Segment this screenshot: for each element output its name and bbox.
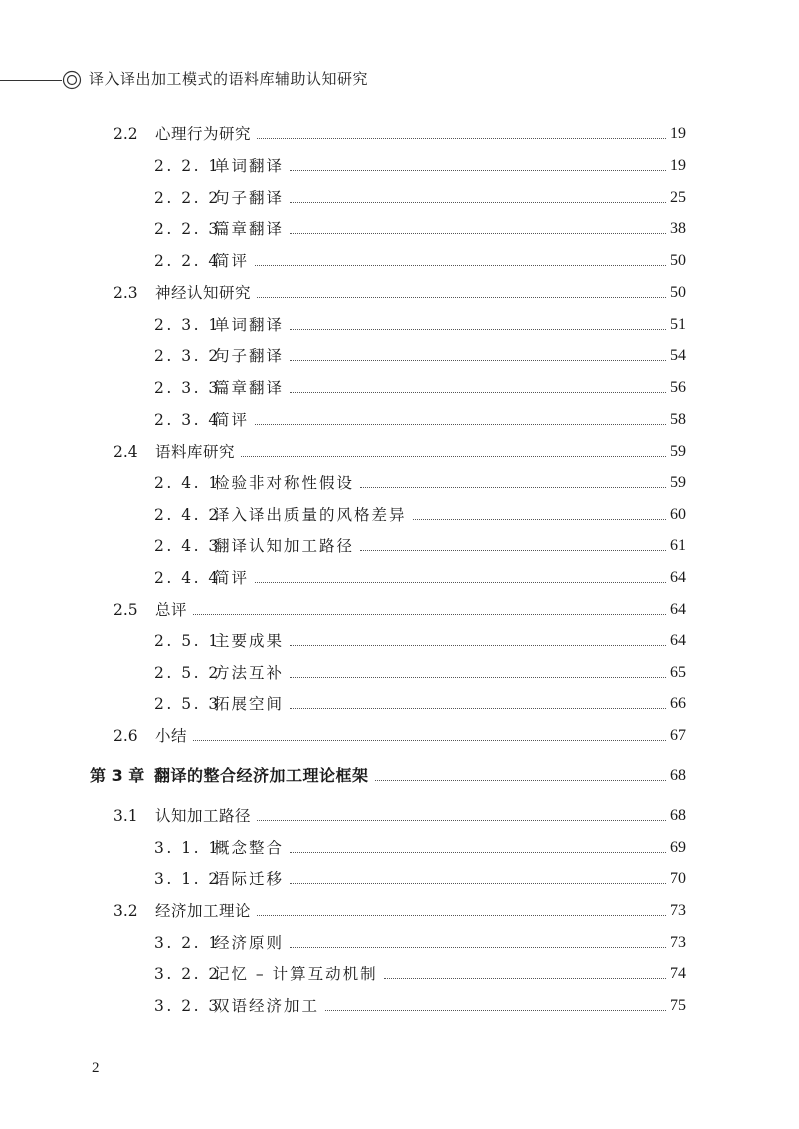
toc-subsection-entry xyxy=(154,657,686,683)
toc-subsection-entry xyxy=(154,562,686,588)
toc-entry-title: 主要成果 xyxy=(214,632,285,650)
toc-entry-title: 简评 xyxy=(214,411,250,429)
toc-entry-page: 61 xyxy=(670,537,686,554)
toc-entry-title: 双语经济加工 xyxy=(214,997,320,1015)
toc-entry-title: 小结 xyxy=(155,727,188,745)
toc-entry-number: 2.3 xyxy=(113,284,138,302)
toc-entry-number: 2. 2. 3 xyxy=(154,220,221,238)
toc-entry-page: 58 xyxy=(670,411,686,428)
toc-entry-title: 简评 xyxy=(214,252,250,270)
toc-entry-number: 3. 2. 2 xyxy=(154,965,221,983)
toc-subsection-entry xyxy=(154,245,686,271)
toc-entry-page: 65 xyxy=(670,664,686,681)
toc-entry-title: 句子翻译 xyxy=(214,347,285,365)
toc-entry-page: 64 xyxy=(670,569,686,586)
toc-subsection-entry xyxy=(154,958,686,984)
toc-entry-title: 简评 xyxy=(214,569,250,587)
toc-entry-number: 3. 2. 3 xyxy=(154,997,221,1015)
toc-entry-title: 检验非对称性假设 xyxy=(214,474,355,492)
toc-entry-page: 64 xyxy=(670,601,686,618)
toc-entry-page: 51 xyxy=(670,316,686,333)
toc-section-entry xyxy=(113,895,686,921)
toc-entry-page: 64 xyxy=(670,632,686,649)
toc-entry-number: 2. 4. 4 xyxy=(154,569,221,587)
toc-entry-number: 2. 3. 2 xyxy=(154,347,221,365)
dot-leader xyxy=(257,915,666,916)
toc-entry-page: 74 xyxy=(670,965,686,982)
toc-subsection-entry xyxy=(154,213,686,239)
dot-leader xyxy=(375,780,666,781)
dot-leader xyxy=(413,519,666,520)
dot-leader xyxy=(290,202,666,203)
toc-entry-number: 2. 5. 1 xyxy=(154,632,221,650)
toc-subsection-entry xyxy=(154,499,686,525)
toc-entry-title: 句子翻译 xyxy=(214,189,285,207)
toc-entry-number: 2. 2. 2 xyxy=(154,189,221,207)
toc-entry-page: 38 xyxy=(670,220,686,237)
toc-entry-page: 59 xyxy=(670,474,686,491)
toc-subsection-entry xyxy=(154,467,686,493)
toc-entry-title: 经济加工理论 xyxy=(155,902,252,920)
toc-entry-number: 2. 4. 2 xyxy=(154,506,221,524)
toc-entry-page: 68 xyxy=(670,767,686,784)
toc-entry-number: 2. 5. 3 xyxy=(154,695,221,713)
toc-entry-page: 56 xyxy=(670,379,686,396)
toc-entry-number: 3. 1. 2 xyxy=(154,870,221,888)
toc-entry-number: 2. 3. 1 xyxy=(154,316,221,334)
toc-entry-number: 2. 3. 3 xyxy=(154,379,221,397)
toc-entry-title: 概念整合 xyxy=(214,839,285,857)
toc-entry-number: 2. 4. 1 xyxy=(154,474,221,492)
toc-entry-title: 总评 xyxy=(155,601,188,619)
toc-entry-page: 60 xyxy=(670,506,686,523)
toc-entry-number: 2.6 xyxy=(113,727,138,745)
header-rule xyxy=(0,80,62,81)
toc-subsection-entry xyxy=(154,372,686,398)
toc-entry-page: 19 xyxy=(670,125,686,142)
dot-leader xyxy=(290,677,666,678)
toc-entry-title: 单词翻译 xyxy=(214,157,285,175)
toc-entry-number: 2.5 xyxy=(113,601,138,619)
dot-leader xyxy=(257,138,666,139)
dot-leader xyxy=(290,947,666,948)
toc-entry-page: 54 xyxy=(670,347,686,364)
toc-entry-title: 方法互补 xyxy=(214,664,285,682)
dot-leader xyxy=(290,233,666,234)
toc-entry-title: 心理行为研究 xyxy=(155,125,252,143)
toc-entry-number: 2.2 xyxy=(113,125,138,143)
toc-entry-number: 3.1 xyxy=(113,807,138,825)
toc-entry-page: 19 xyxy=(670,157,686,174)
toc-entry-number: 2. 3. 4 xyxy=(154,411,221,429)
toc-entry-title: 记忆 – 计算互动机制 xyxy=(214,965,378,983)
toc-entry-title: 神经认知研究 xyxy=(155,284,252,302)
toc-entry-number: 2.4 xyxy=(113,443,138,461)
toc-entry-page: 73 xyxy=(670,934,686,951)
toc-entry-title: 篇章翻译 xyxy=(214,379,285,397)
toc-entry-page: 25 xyxy=(670,189,686,206)
dot-leader xyxy=(290,852,666,853)
dot-leader xyxy=(290,708,666,709)
toc-entry-title: 认知加工路径 xyxy=(155,807,252,825)
toc-entry-page: 67 xyxy=(670,727,686,744)
toc-entry-title: 翻译的整合经济加工理论框架 xyxy=(154,766,369,785)
dot-leader xyxy=(193,740,666,741)
page-number: 2 xyxy=(92,1060,100,1076)
dot-leader xyxy=(290,392,666,393)
toc-entry-title: 篇章翻译 xyxy=(214,220,285,238)
toc-entry-number: 3. 1. 1 xyxy=(154,839,221,857)
toc-entry-page: 73 xyxy=(670,902,686,919)
toc-entry-page: 68 xyxy=(670,807,686,824)
toc-chapter-entry xyxy=(90,760,686,786)
double-circle-icon xyxy=(62,70,82,90)
toc-entry-title: 译入译出质量的风格差异 xyxy=(214,506,407,524)
toc-entry-number: 第 3 章 xyxy=(90,766,145,785)
dot-leader xyxy=(255,582,666,583)
dot-leader xyxy=(325,1010,666,1011)
dot-leader xyxy=(360,550,666,551)
dot-leader xyxy=(290,360,666,361)
toc-entry-title: 拓展空间 xyxy=(214,695,285,713)
toc-subsection-entry xyxy=(154,150,686,176)
toc-subsection-entry xyxy=(154,309,686,335)
toc-section-entry xyxy=(113,594,686,620)
dot-leader xyxy=(257,297,666,298)
toc-section-entry xyxy=(113,436,686,462)
toc-entry-page: 70 xyxy=(670,870,686,887)
dot-leader xyxy=(290,329,666,330)
toc-entry-title: 翻译认知加工路径 xyxy=(214,537,355,555)
toc-subsection-entry xyxy=(154,182,686,208)
toc-section-entry xyxy=(113,118,686,144)
dot-leader xyxy=(255,424,666,425)
toc-entry-number: 2. 4. 3 xyxy=(154,537,221,555)
toc-entry-page: 66 xyxy=(670,695,686,712)
toc-subsection-entry xyxy=(154,832,686,858)
toc-subsection-entry xyxy=(154,404,686,430)
toc-subsection-entry xyxy=(154,863,686,889)
toc-subsection-entry xyxy=(154,688,686,714)
toc-section-entry xyxy=(113,720,686,746)
toc-entry-page: 69 xyxy=(670,839,686,856)
toc-subsection-entry xyxy=(154,625,686,651)
dot-leader xyxy=(290,170,666,171)
toc-entry-number: 3.2 xyxy=(113,902,138,920)
toc-subsection-entry xyxy=(154,340,686,366)
toc-entry-title: 单词翻译 xyxy=(214,316,285,334)
dot-leader xyxy=(193,614,666,615)
toc-section-entry xyxy=(113,277,686,303)
toc-entry-title: 语际迁移 xyxy=(214,870,285,888)
toc-section-entry xyxy=(113,800,686,826)
toc-entry-number: 2. 5. 2 xyxy=(154,664,221,682)
dot-leader xyxy=(290,883,666,884)
running-header xyxy=(0,64,420,98)
toc-entry-number: 2. 2. 1 xyxy=(154,157,221,175)
toc-entry-number: 2. 2. 4 xyxy=(154,252,221,270)
header-title: 译入译出加工模式的语料库辅助认知研究 xyxy=(89,70,369,88)
toc-entry-page: 75 xyxy=(670,997,686,1014)
toc-subsection-entry xyxy=(154,530,686,556)
toc-subsection-entry xyxy=(154,990,686,1016)
toc-entry-title: 经济原则 xyxy=(214,934,285,952)
toc-entry-page: 50 xyxy=(670,284,686,301)
toc-entry-number: 3. 2. 1 xyxy=(154,934,221,952)
dot-leader xyxy=(255,265,666,266)
dot-leader xyxy=(360,487,666,488)
toc-subsection-entry xyxy=(154,927,686,953)
dot-leader xyxy=(257,820,666,821)
toc-entry-title: 语料库研究 xyxy=(155,443,236,461)
dot-leader xyxy=(290,645,666,646)
dot-leader xyxy=(241,456,666,457)
dot-leader xyxy=(384,978,666,979)
toc-entry-page: 59 xyxy=(670,443,686,460)
toc-entry-page: 50 xyxy=(670,252,686,269)
